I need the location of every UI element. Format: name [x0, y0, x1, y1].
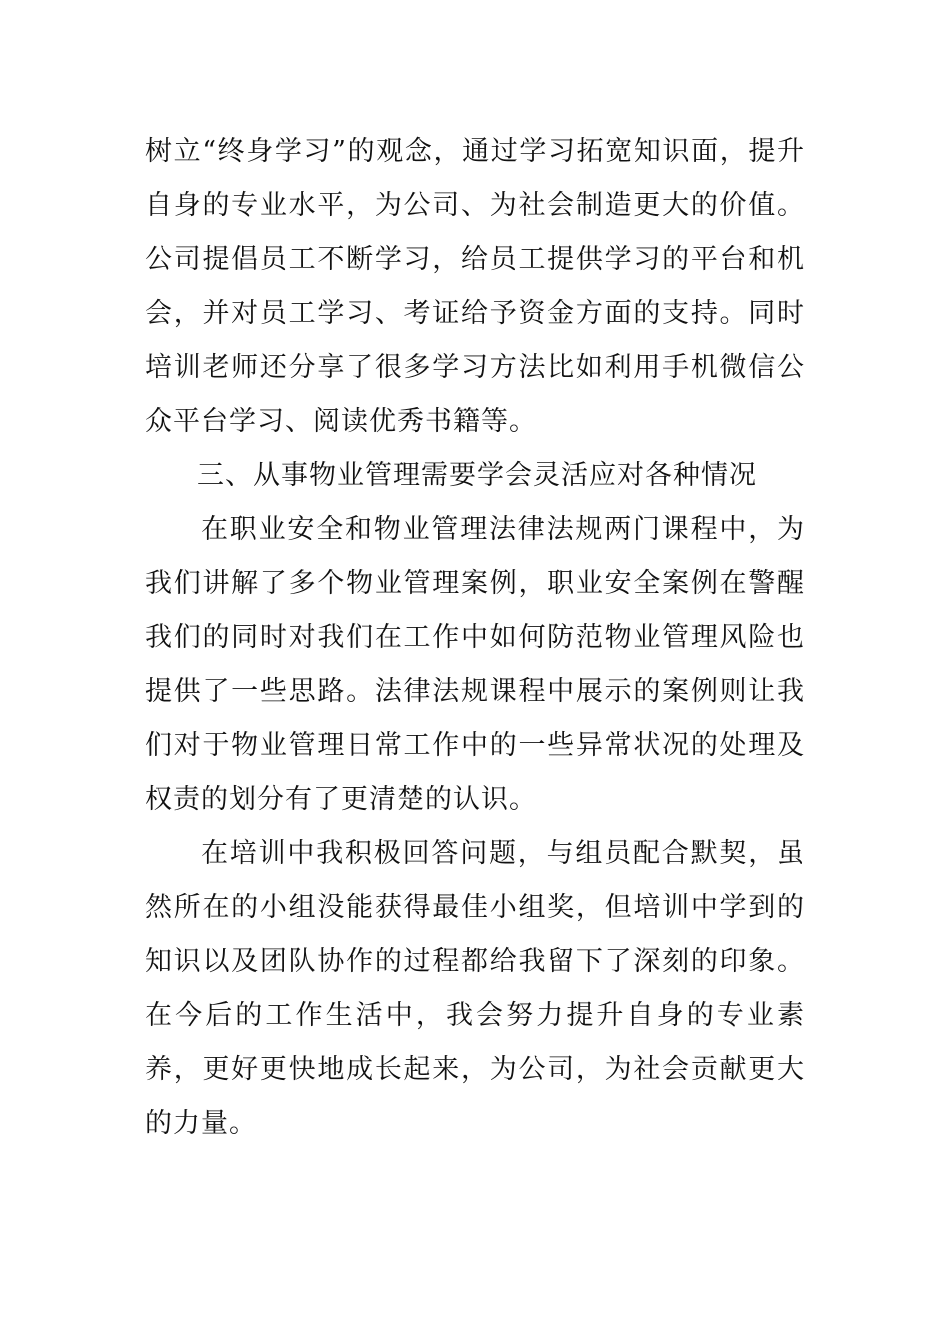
- document-body: [145, 125, 805, 1151]
- paragraph-lifelong-learning: 树立“终身学习”的观念，通过学习拓宽知识面，提升自身的专业水平，为公司、为社会制造更大的价值。公司提倡员工不断学习，给员工提供学习的平台和机会，并对员工学习、考证给予资金方面的支持。同时培训老师还分享了很多学习方法比如利用手机微信公众平台学习、阅读优秀书籍等。: [145, 136, 805, 437]
- paragraph-training-reflection: 在培训中我积极回答问题，与组员配合默契，虽然所在的小组没能获得最佳小组奖，但培训中学到的知识以及团队协作的过程都给我留下了深刻的印象。在今后的工作生活中，我会努力提升自身的专业素养，更好更快地成长起来，为公司，为社会贡献更大的力量。: [145, 838, 805, 1139]
- section-heading-three: 三、从事物业管理需要学会灵活应对各种情况: [197, 460, 757, 491]
- paragraph-course-cases: 在职业安全和物业管理法律法规两门课程中，为我们讲解了多个物业管理案例，职业安全案例在警醒我们的同时对我们在工作中如何防范物业管理风险也提供了一些思路。法律法规课程中展示的案例则让我们对于物业管理日常工作中的一些异常状况的处理及权责的划分有了更清楚的认识。: [145, 514, 805, 815]
